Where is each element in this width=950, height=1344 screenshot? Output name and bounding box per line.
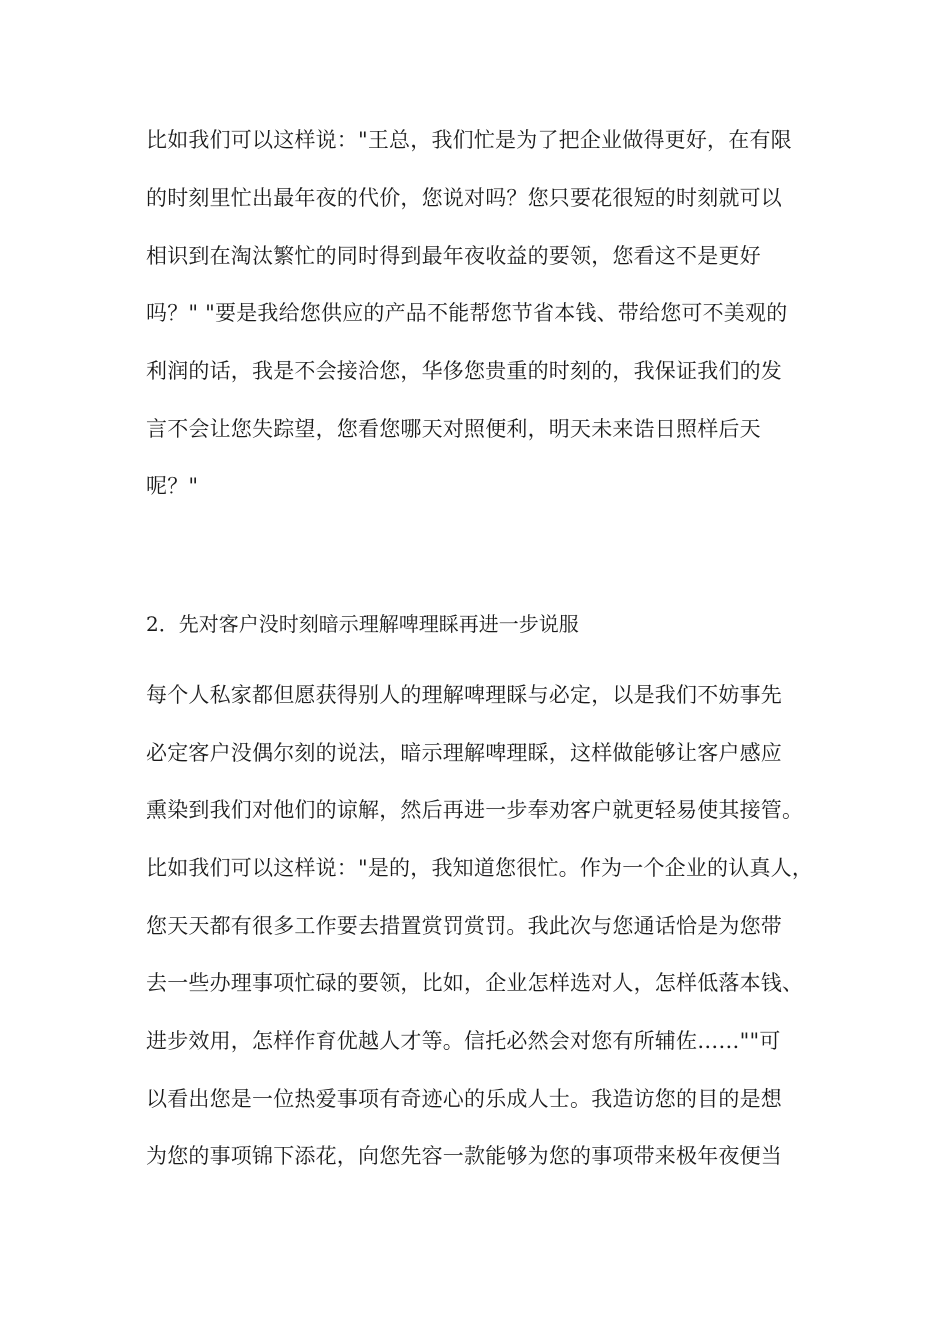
- paragraph1-line-5: 利润的话，我是不会接洽您，华侈您贵重的时刻的，我保证我们的发: [146, 359, 782, 383]
- paragraph2-line-1: 每个人私家都但愿获得别人的理解啤理睬与必定，以是我们不妨事先: [146, 683, 782, 707]
- paragraph2-line-6: 去一些办理事项忙碌的要领，比如，企业怎样选对人，怎样低落本钱、: [146, 971, 804, 995]
- paragraph1-line-7: 呢？": [146, 474, 199, 498]
- paragraph1-line-2: 的时刻里忙出最年夜的代价，您说对吗？您只要花很短的时刻就可以: [146, 186, 782, 210]
- paragraph2-line-5: 您天天都有很多工作要去措置赏罚赏罚。我此次与您通话恰是为您带: [146, 914, 782, 938]
- paragraph2-line-8: 以看出您是一位热爱事项有奇迹心的乐成人士。我造访您的目的是想: [146, 1087, 782, 1111]
- paragraph1-line-1: 比如我们可以这样说："王总，我们忙是为了把企业做得更好，在有限: [146, 128, 792, 152]
- paragraph1-line-6: 言不会让您失踪望，您看您哪天对照便利，明天未来诰日照样后天: [146, 417, 761, 441]
- paragraph2-line-2: 必定客户没偶尔刻的说法，暗示理解啤理睬，这样做能够让客户感应: [146, 741, 782, 765]
- section-heading: 2．先对客户没时刻暗示理解啤理睬再进一步说服: [146, 612, 579, 636]
- paragraph1-line-3: 相识到在淘汰繁忙的同时得到最年夜收益的要领，您看这不是更好: [146, 244, 761, 268]
- paragraph2-line-7: 进步效用，怎样作育优越人才等。信托必然会对您有所辅佐……""可: [146, 1029, 781, 1053]
- paragraph2-line-9: 为您的事项锦下添花，向您先容一款能够为您的事项带来极年夜便当: [146, 1144, 782, 1168]
- paragraph1-line-4: 吗？" "要是我给您供应的产品不能帮您节省本钱、带给您可不美观的: [146, 301, 788, 325]
- paragraph2-line-4: 比如我们可以这样说："是的，我知道您很忙。作为一个企业的认真人，: [146, 856, 814, 880]
- paragraph2-line-3: 熏染到我们对他们的谅解，然后再进一步奉劝客户就更轻易使其接管。: [146, 798, 804, 822]
